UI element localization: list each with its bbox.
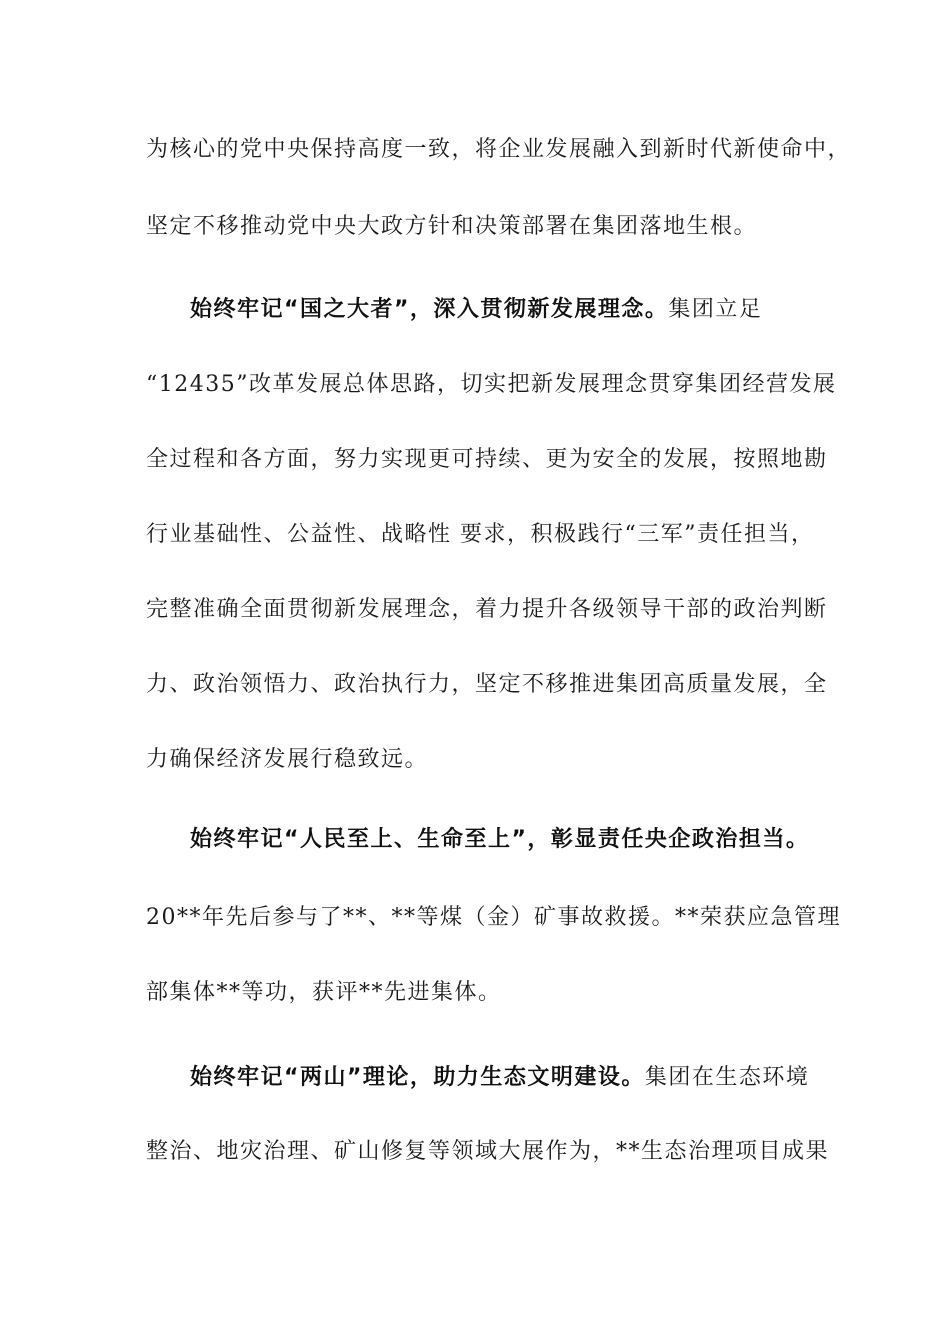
paragraph-2-line-2 (146, 365, 837, 405)
paragraph-2-line-6 (146, 665, 828, 705)
paragraph-1-line-1 (146, 130, 852, 170)
body-text: 全过程和各方面，努力实现更可持续、更为安全的发展，按照地勘 (146, 447, 828, 472)
paragraph-3-line-2 (146, 898, 841, 938)
body-text: 坚定不移推动党中央大政方针和决策部署在集团落地生根。 (146, 214, 758, 239)
paragraph-2-line-7 (146, 740, 816, 780)
paragraph-2-line-1 (190, 290, 860, 330)
body-text: 部集体**等功，获评**先进集体。 (146, 980, 502, 1005)
body-text: 完整准确全面贯彻新发展理念，着力提升各级领导干部的政治判断 (146, 597, 828, 622)
body-text: 20**年先后参与了**、**等煤（金）矿事故救援。**荣获应急管理 (146, 905, 841, 930)
paragraph-1-line-2 (146, 207, 816, 247)
paragraph-4-line-1 (190, 1058, 860, 1098)
body-text: “12435”改革发展总体思路，切实把新发展理念贯穿集团经营发展 (146, 372, 837, 397)
paragraph-heading: 始终牢记“国之大者”，深入贯彻新发展理念。 (190, 297, 669, 322)
body-text: 力确保经济发展行稳致远。 (146, 747, 429, 772)
body-text: 力、政治领悟力、政治执行力，坚定不移推进集团高质量发展，全 (146, 672, 828, 697)
body-text: 行业基础性、公益性、战略性 要求，积极践行“三军”责任担当， (146, 522, 815, 547)
body-text: 为核心的党中央保持高度一致，将企业发展融入到新时代新使命中， (146, 137, 852, 162)
paragraph-heading: 始终牢记“两山”理论，助力生态文明建设。 (190, 1065, 645, 1090)
paragraph-2-line-4 (146, 515, 816, 555)
body-text: 整治、地灾治理、矿山修复等领域大展作为，**生态治理项目成果 (146, 1139, 830, 1164)
paragraph-2-line-5 (146, 590, 828, 630)
paragraph-3-line-1 (190, 820, 860, 860)
body-text: 集团在生态环境 (644, 1065, 810, 1090)
paragraph-heading: 始终牢记“人民至上、生命至上”，彰显责任央企政治担当。 (190, 827, 810, 852)
paragraph-3-line-3 (146, 973, 816, 1013)
body-text: 集团立足 (668, 297, 763, 322)
paragraph-2-line-3 (146, 440, 828, 480)
paragraph-4-line-2 (146, 1132, 830, 1172)
